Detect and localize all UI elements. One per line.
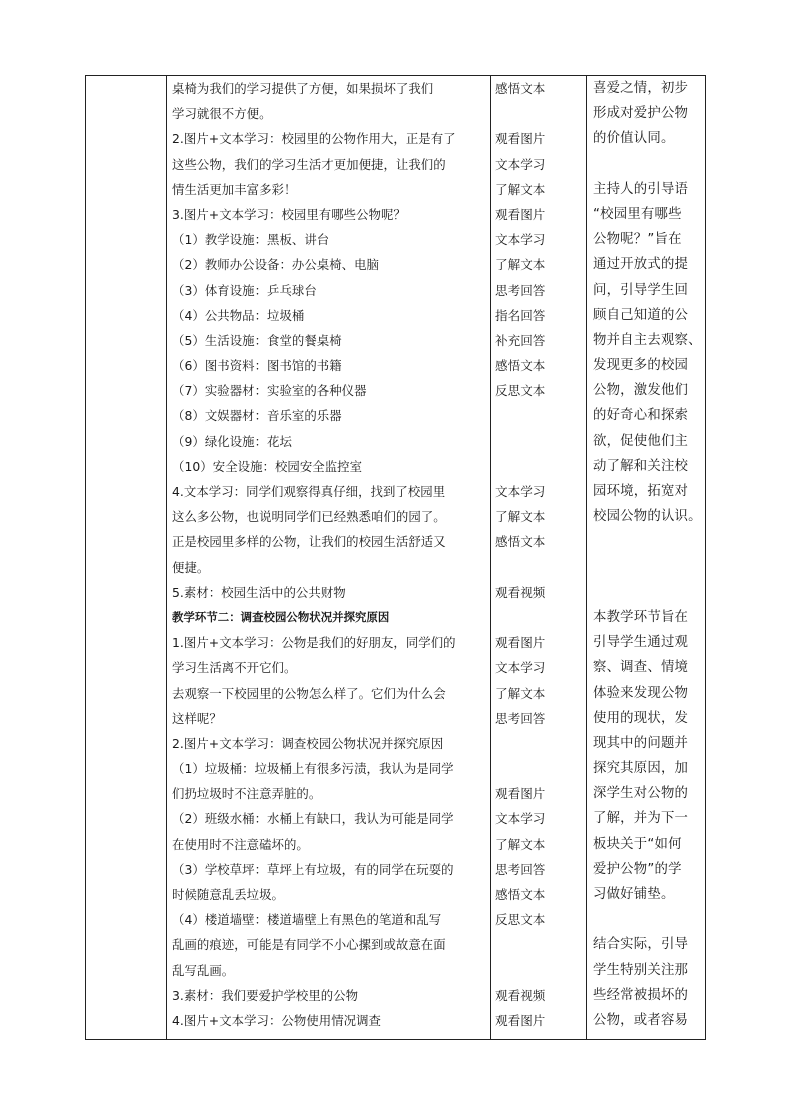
text-line	[495, 958, 583, 983]
lesson-table	[85, 75, 706, 1040]
text-line: 习做好铺垫。	[593, 887, 675, 902]
text-line: 顾自己知道的公	[593, 307, 689, 323]
text-line	[593, 555, 705, 580]
text-line: 感悟文本	[495, 887, 546, 902]
text-line: 的价值认同。	[593, 131, 675, 147]
text-line: 3.素材：我们要爱护学校里的公物	[172, 987, 359, 1003]
text-line: 了解文本	[495, 509, 546, 525]
text-line: 指名回答	[495, 307, 546, 323]
text-line	[495, 555, 583, 580]
text-line	[495, 731, 583, 756]
text-line: 思考回答	[495, 861, 546, 877]
text-line: 使用的现状，发	[593, 710, 689, 726]
text-line: 文本学习	[495, 811, 546, 827]
text-line: 这些公物，我们的学习生活才更加便捷，让我们的	[172, 156, 446, 172]
text-line: 们扔垃圾时不注意弄脏的。	[172, 786, 322, 802]
text-line: 通过开放式的提	[593, 257, 689, 273]
text-line: 2.图片+文本学习：校园里的公物作用大，正是有了	[172, 131, 456, 147]
text-line: 在使用时不注意磕坏的。	[172, 836, 309, 852]
text-line: 观看图片	[495, 786, 546, 802]
text-line: 发现更多的校园	[593, 358, 689, 374]
text-line: 园环境，拓宽对	[593, 484, 689, 499]
text-line: 校园公物的认识。	[593, 509, 702, 525]
text-line: 动了解和关注校	[593, 458, 689, 474]
text-line: 乱画的痕迹，可能是有同学不小心摞到或故意在面	[172, 937, 446, 953]
text-line: 思考回答	[495, 710, 546, 726]
text-line: 了解文本	[495, 836, 546, 852]
text-line: 观看图片	[495, 131, 546, 147]
text-line: （8）文娱器材：音乐室的乐器	[172, 408, 342, 424]
text-line: 时候随意乱丢垃圾。	[172, 887, 284, 902]
text-line	[495, 403, 583, 428]
text-line: 察、调查、情境	[593, 660, 689, 676]
text-line: 感悟文本	[495, 534, 546, 550]
text-line	[495, 756, 583, 781]
text-line	[495, 101, 583, 126]
section-heading: 教学环节二：调查校园公物状况并探究原因	[172, 609, 390, 624]
text-line: 喜爱之情，初步	[593, 81, 689, 96]
column-divider	[490, 76, 491, 1039]
text-line: 的好奇心和探索	[593, 408, 689, 424]
text-line: 深学生对公物的	[593, 786, 689, 802]
text-line: （7）实验器材：实验室的各种仪器	[172, 383, 367, 399]
text-line: 文本学习	[495, 484, 546, 499]
text-line: 学习就很不方便。	[172, 106, 272, 122]
teaching-content-column	[172, 76, 488, 1033]
text-line	[593, 580, 705, 605]
text-line: 反思文本	[495, 912, 546, 928]
column-divider	[166, 76, 167, 1039]
text-line: 桌椅为我们的学习提供了方便，如果损坏了我们	[172, 81, 434, 96]
text-line: 观看图片	[495, 635, 546, 651]
text-line: （3）学校草坪：草坪上有垃圾，有的同学在玩耍的	[172, 861, 454, 877]
text-line: 爱护公物”的学	[593, 861, 682, 877]
design-intent-column	[593, 76, 705, 1033]
text-line: 正是校园里多样的公物，让我们的校园生活舒适又	[172, 534, 446, 550]
text-line: 引导学生通过观	[593, 635, 689, 651]
text-line: 结合实际，引导	[593, 937, 689, 953]
text-line: 了解文本	[495, 181, 546, 197]
text-line: 观看图片	[495, 206, 546, 222]
text-line: 1.图片+文本学习：公物是我们的好朋友，同学们的	[172, 635, 456, 651]
text-line: 了解，并为下一	[593, 811, 689, 827]
text-line: 观看视频	[495, 584, 546, 600]
text-line: 本教学环节旨在	[593, 609, 689, 625]
text-line	[495, 932, 583, 957]
text-line: （1）垃圾桶：垃圾桶上有很多污渍，我认为是同学	[172, 761, 454, 777]
text-line: 思考回答	[495, 282, 546, 298]
text-line: （9）绿化设施：花坛	[172, 433, 292, 449]
text-line: 公物，激发他们	[593, 383, 689, 399]
text-line	[495, 605, 583, 630]
text-line: 些经常被损坏的	[593, 987, 689, 1003]
text-line: 文本学习	[495, 232, 546, 248]
text-line: 2.图片+文本学习：调查校园公物状况并探究原因	[172, 735, 444, 751]
text-line	[593, 152, 705, 177]
text-line: 板块关于“如何	[593, 836, 682, 852]
text-line: 文本学习	[495, 156, 546, 172]
text-line: 现其中的问题并	[593, 735, 689, 751]
text-line: 观看视频	[495, 987, 546, 1003]
text-line: 学生特别关注那	[593, 962, 689, 978]
text-line: （2）教师办公设备：办公桌椅、电脑	[172, 257, 379, 273]
text-line: 情生活更加丰富多彩！	[172, 181, 297, 197]
text-line: 5.素材：校园生活中的公共财物	[172, 584, 346, 600]
text-line: 反思文本	[495, 383, 546, 399]
text-line: 这么多公物，也说明同学们已经熟悉咱们的园了。	[172, 509, 446, 525]
text-line: 公物呢？”旨在	[593, 232, 682, 248]
text-line: 公物，或者容易	[593, 1012, 689, 1028]
text-line: （6）图书资料：图书馆的书籍	[172, 358, 342, 374]
text-line: （4）公共物品：垃圾桶	[172, 307, 305, 323]
text-line	[495, 429, 583, 454]
text-line: 问，引导学生回	[593, 282, 689, 298]
text-line: 形成对爱护公物	[593, 106, 689, 122]
text-line	[593, 907, 705, 932]
text-line: （1）教学设施：黑板、讲台	[172, 232, 330, 248]
text-line: 这样呢？	[172, 710, 222, 726]
text-line: （3）体育设施：乒乓球台	[172, 282, 317, 298]
text-line: 4.图片+文本学习：公物使用情况调查	[172, 1012, 381, 1028]
text-line: （2）班级水桶：水桶上有缺口，我认为可能是同学	[172, 811, 454, 827]
text-line: 物并自主去观察、	[593, 332, 702, 348]
text-line: 学习生活离不开它们。	[172, 660, 297, 676]
text-line: 乱写乱画。	[172, 962, 235, 978]
text-line: 主持人的引导语	[593, 181, 689, 197]
text-line: 3.图片+文本学习：校园里有哪些公物呢？	[172, 206, 406, 222]
text-line: 去观察一下校园里的公物怎么样了。它们为什么会	[172, 685, 446, 701]
text-line: 欲，促使他们主	[593, 433, 689, 449]
text-line	[593, 529, 705, 554]
text-line: 便捷。	[172, 559, 210, 575]
text-line: 了解文本	[495, 685, 546, 701]
text-line: 感悟文本	[495, 358, 546, 374]
text-line: （5）生活设施：食堂的餐桌椅	[172, 332, 342, 348]
text-line: 体验来发现公物	[593, 685, 689, 701]
text-line: 补充回答	[495, 332, 546, 348]
text-line: （10）安全设施：校园安全监控室	[172, 458, 363, 474]
text-line: 了解文本	[495, 257, 546, 273]
text-line: 文本学习	[495, 660, 546, 676]
column-divider	[586, 76, 587, 1039]
text-line	[495, 454, 583, 479]
text-line: 观看图片	[495, 1012, 546, 1028]
text-line: 探究其原因，加	[593, 761, 689, 777]
student-activity-column	[495, 76, 583, 1033]
text-line: 4.文本学习：同学们观察得真仔细，找到了校园里	[172, 484, 446, 499]
text-line: “校园里有哪些	[593, 206, 682, 222]
text-line: （4）楼道墙壁：楼道墙壁上有黑色的笔道和乱写	[172, 912, 442, 928]
text-line: 感悟文本	[495, 81, 546, 96]
